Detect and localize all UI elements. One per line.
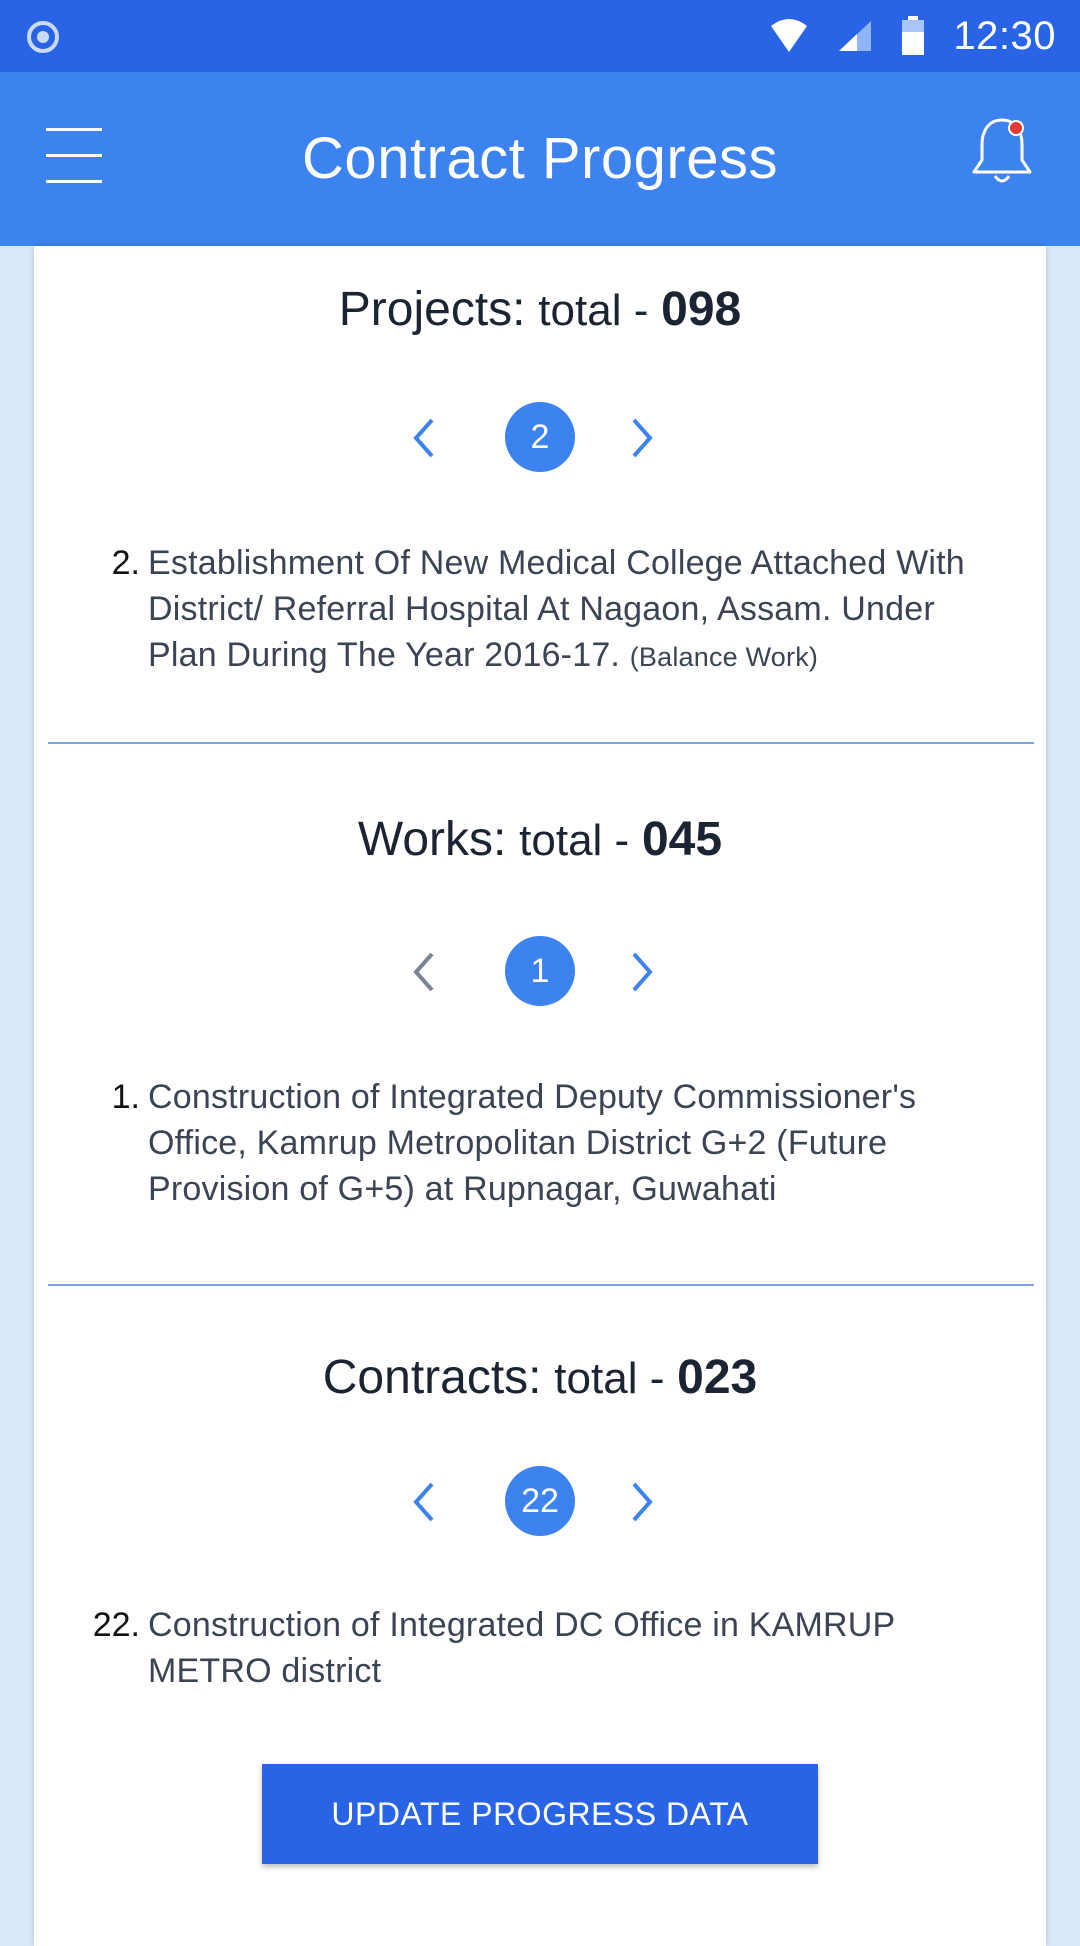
content-card [34,246,1046,1946]
status-time: 12:30 [953,13,1056,58]
wifi-icon [769,18,809,54]
status-icons [769,0,1056,72]
works-heading [34,812,1046,867]
chevron-right-icon[interactable] [622,416,662,460]
status-bar [0,0,1080,72]
works-label: Works: [357,813,507,866]
contracts-current-page[interactable]: 22 [505,1466,575,1536]
chevron-left-icon[interactable] [404,416,444,460]
app-bar [0,72,1080,246]
contracts-total: 023 [677,1351,758,1404]
works-item-text: Construction of Integrated Deputy Commissioner's Office, Kamrup Metropolitan District G+2 (Future Provision of G+5) at Rupnagar, Guwahati [148,1078,917,1208]
divider [48,1284,1034,1286]
projects-item-note: (Balance Work) [629,642,819,672]
projects-total: 098 [661,283,742,336]
contracts-item-text: Construction of Integrated DC Office in KAMRUP METRO district [148,1606,895,1690]
works-item-index: 1. [111,1078,140,1116]
chevron-right-icon[interactable] [622,1480,662,1524]
projects-label: Projects: [338,283,526,336]
projects-item-index: 2. [111,544,140,582]
chevron-left-icon[interactable] [404,1480,444,1524]
record-icon [26,20,60,54]
contracts-item-index: 22. [92,1606,140,1644]
notification-dot [1009,121,1023,135]
works-total: 045 [641,813,723,866]
contracts-heading [34,1350,1046,1405]
page-title: Contract Progress [302,126,778,191]
battery-icon [901,16,925,56]
works-total-label: total - [519,816,630,865]
update-progress-button[interactable]: UPDATE PROGRESS DATA [262,1764,818,1864]
projects-heading [34,282,1046,337]
works-pager [34,936,1046,1006]
chevron-right-icon[interactable] [622,950,662,994]
projects-total-label: total - [538,286,649,335]
chevron-left-icon[interactable] [404,950,444,994]
contracts-pager [34,1466,1046,1536]
projects-item-title: Establishment Of New Medical College Attached With District/ Referral Hospital At Nagaon, Assam. Under Plan During The Year 2016-17. [148,544,965,674]
signal-icon [837,19,873,53]
projects-item-text [148,540,1008,680]
contracts-total-label: total - [554,1354,665,1403]
projects-pager [34,402,1046,472]
contracts-label: Contracts: [322,1351,542,1404]
projects-current-page[interactable]: 2 [505,402,575,472]
works-current-page[interactable]: 1 [505,936,575,1006]
bell-icon[interactable] [968,114,1036,188]
divider [48,742,1034,744]
